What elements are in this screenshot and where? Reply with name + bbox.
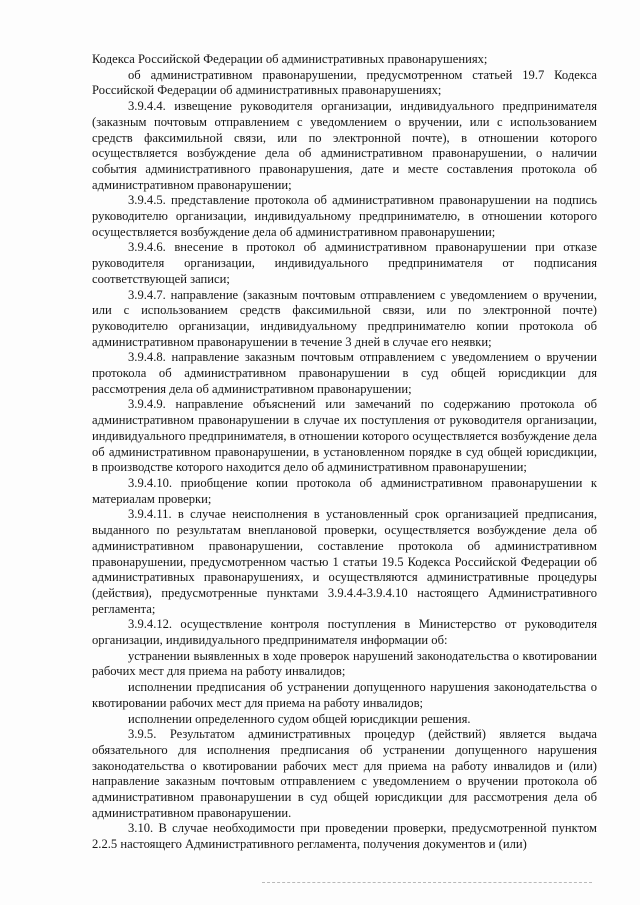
paragraph: 3.9.4.11. в случае неисполнения в установленный срок организацией предписания, выданного по результатам внеплановой проверки, осуществляется возбуждение дела об административном правонарушении, составление протокола об административном правонарушении, предусмотренном частью 1 статьи 19.5 Кодекса Российской Федерации об административных правонарушениях, и осуществляются административные процедуры (действия), предусмотренные пунктами 3.9.4.4-3.9.4.10 настоящего Административного регламента;: [92, 507, 597, 616]
paragraph: устранении выявленных в ходе проверок нарушений законодательства о квотировании рабочих мест для приема на работу инвалидов;: [92, 648, 597, 679]
paragraph: об административном правонарушении, предусмотренном статьей 19.7 Кодекса Российской Федерации об административных правонарушениях;: [92, 67, 597, 98]
paragraph: 3.9.4.8. направление заказным почтовым отправлением с уведомлением о вручении протокола об административном правонарушении в суд общей юрисдикции для рассмотрения дела об административном правонарушении;: [92, 350, 597, 396]
paragraph: 3.9.4.7. направление (заказным почтовым отправлением с уведомлением о вручении, или с использованием средств факсимильной связи, или по электронной почте) руководителю организации, индивидуальному предпринимателю копии протокола об административном правонарушении в течение 3 дней в случае его неявки;: [92, 287, 597, 349]
paragraph: Кодекса Российской Федерации об административных правонарушениях;: [92, 52, 488, 66]
paragraph: 3.10. В случае необходимости при проведении проверки, предусмотренной пунктом 2.2.5 настоящего Административного регламента, получения документов и (или): [92, 821, 597, 852]
paragraph: 3.9.5. Результатом административных процедур (действий) является выдача обязательного для исполнения предписания об устранении допущенного нарушения законодательства о квотировании рабочих мест для приема на работу инвалидов и (или) направление заказным почтовым отправлением с уведомлением о вручении протокола об административном правонарушении в суд общей юрисдикции для рассмотрения дела об административном правонарушении.: [92, 727, 597, 820]
paragraph: исполнении предписания об устранении допущенного нарушения законодательства о квотировании рабочих мест для приема на работу инвалидов;: [92, 680, 597, 710]
paragraph: исполнении определенного судом общей юрисдикции решения.: [128, 711, 471, 726]
paragraph: 3.9.4.12. осуществление контроля поступления в Министерство от руководителя организации, индивидуального предпринимателя информации об:: [92, 617, 597, 648]
paragraph: 3.9.4.6. внесение в протокол об административном правонарушении при отказе руководителя организации, индивидуального предпринимателя от подписания соответствующей записи;: [92, 240, 597, 286]
footer-divider: [262, 882, 592, 883]
paragraph: 3.9.4.5. представление протокола об административном правонарушении на подпись руководителю организации, индивидуальному предпринимателю, в отношении которого осуществляется возбуждение дела об административном правонарушении;: [92, 193, 597, 239]
paragraph: 3.9.4.9. направление объяснений или замечаний по содержанию протокола об административном правонарушении в случае их поступления от руководителя организации, индивидуального предпринимателя, в отношении которого осуществляется возбуждение дела об административном правонарушении, в установленном порядке в суд общей юрисдикции, в производстве которого находится дело об административном правонарушении;: [92, 397, 597, 475]
document-body: [92, 52, 597, 853]
paragraph: 3.9.4.4. извещение руководителя организации, индивидуального предпринимателя (заказным почтовым отправлением с уведомлением о вручении, или с использованием средств факсимильной связи, или по электронной почте), в отношении которого осуществляется возбуждение дела об административном правонарушении, о наличии события административного правонарушения, дате и месте составления протокола об административном правонарушении;: [92, 99, 597, 192]
paragraph: 3.9.4.10. приобщение копии протокола об административном правонарушении к материалам проверки;: [92, 475, 597, 506]
